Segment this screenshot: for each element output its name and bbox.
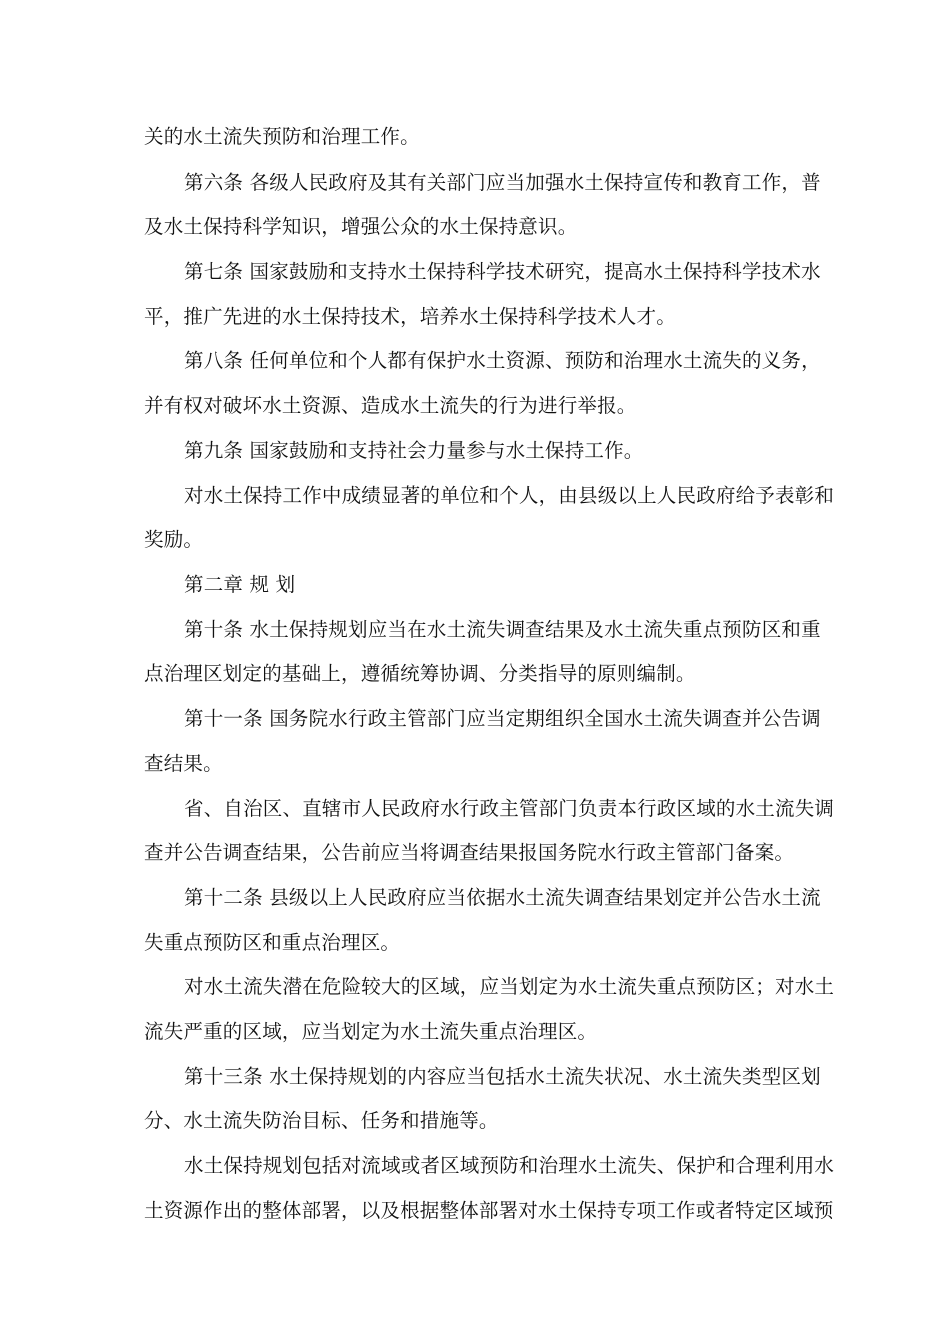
article-12-para-2-line-1: 对水土流失潜在危险较大的区域，应当划定为水土流失重点预防区；对水土 — [184, 975, 835, 998]
article-11-line-1: 第十一条 国务院水行政主管部门应当定期组织全国水土流失调查并公告调 — [184, 707, 821, 730]
chapter-heading: 第二章 规 划 — [184, 573, 296, 596]
article-13-para-2-line-2: 土资源作出的整体部署，以及根据整体部署对水土保持专项工作或者特定区域预 — [144, 1199, 834, 1222]
article-12-para-2-line-2: 流失严重的区域，应当划定为水土流失重点治理区。 — [144, 1020, 598, 1043]
article-9-para-2-line-1: 对水土保持工作中成绩显著的单位和个人，由县级以上人民政府给予表彰和 — [184, 484, 835, 507]
article-10-line-2: 点治理区划定的基础上，遵循统筹协调、分类指导的原则编制。 — [144, 662, 696, 685]
article-13-line-2: 分、水土流失防治目标、任务和措施等。 — [144, 1109, 499, 1132]
article-10-line-1: 第十条 水土保持规划应当在水土流失调查结果及水土流失重点预防区和重 — [184, 618, 821, 641]
article-6-line-1: 第六条 各级人民政府及其有关部门应当加强水土保持宣传和教育工作，普 — [184, 171, 821, 194]
text-line: 关的水土流失预防和治理工作。 — [144, 125, 420, 148]
article-13-line-1: 第十三条 水土保持规划的内容应当包括水土流失状况、水土流失类型区划 — [184, 1065, 821, 1088]
article-7-line-2: 平，推广先进的水土保持技术，培养水土保持科学技术人才。 — [144, 305, 676, 328]
article-12-line-1: 第十二条 县级以上人民政府应当依据水土流失调查结果划定并公告水土流 — [184, 886, 821, 909]
article-11-line-2: 查结果。 — [144, 752, 223, 775]
article-8-line-1: 第八条 任何单位和个人都有保护水土资源、预防和治理水土流失的义务， — [184, 349, 821, 372]
article-8-line-2: 并有权对破坏水土资源、造成水土流失的行为进行举报。 — [144, 394, 637, 417]
article-12-line-2: 失重点预防区和重点治理区。 — [144, 931, 401, 954]
article-9-para-2-line-2: 奖励。 — [144, 528, 204, 551]
article-7-line-1: 第七条 国家鼓励和支持水土保持科学技术研究，提高水土保持科学技术水 — [184, 260, 821, 283]
article-13-para-2-line-1: 水土保持规划包括对流域或者区域预防和治理水土流失、保护和合理利用水 — [184, 1154, 835, 1177]
article-11-para-2-line-2: 查并公告调查结果，公告前应当将调查结果报国务院水行政主管部门备案。 — [144, 841, 795, 864]
article-9-line-1: 第九条 国家鼓励和支持社会力量参与水土保持工作。 — [184, 439, 644, 462]
article-11-para-2-line-1: 省、自治区、直辖市人民政府水行政主管部门负责本行政区域的水土流失调 — [184, 797, 835, 820]
article-6-line-2: 及水土保持科学知识，增强公众的水土保持意识。 — [144, 215, 578, 238]
